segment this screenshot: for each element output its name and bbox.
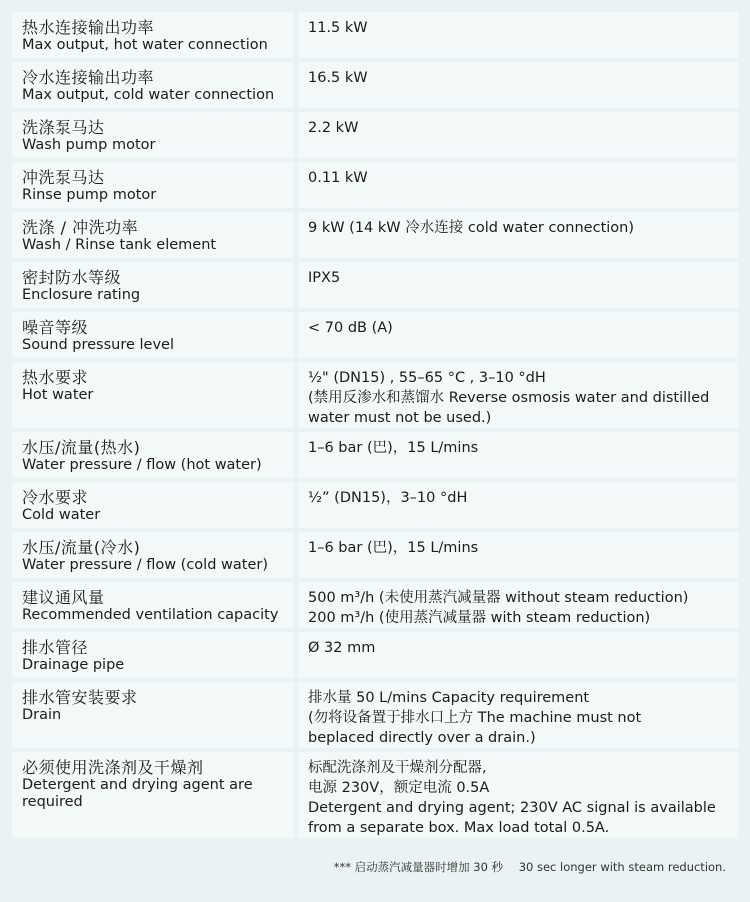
spec-row	[12, 262, 738, 312]
spec-value-line: (勿将设备置于排水口上方 The machine must not	[308, 710, 642, 726]
spec-value-line: 9 kW (14 kW 冷水连接 cold water connection)	[308, 220, 635, 236]
spec-value-cell	[298, 162, 738, 208]
spec-value-cell	[298, 112, 738, 158]
spec-value-cell	[298, 582, 738, 628]
spec-value-line: water must not be used.)	[308, 410, 492, 426]
spec-row	[12, 112, 738, 162]
spec-label-zh: 冲洗泵马达	[22, 168, 105, 187]
spec-label-cell	[12, 632, 298, 678]
spec-label-en: Enclosure rating	[22, 287, 141, 303]
spec-value-line: 500 m³/h (未使用蒸汽减量器 without steam reduction)	[308, 590, 689, 606]
spec-row	[12, 62, 738, 112]
spec-row	[12, 682, 738, 752]
spec-value-cell	[298, 632, 738, 678]
spec-label-en: Sound pressure level	[22, 337, 174, 353]
spec-value-line: 电源 230V，额定电流 0.5A	[308, 780, 490, 796]
spec-value-cell	[298, 682, 738, 748]
spec-row	[12, 632, 738, 682]
spec-row	[12, 212, 738, 262]
spec-label-zh: 热水要求	[22, 368, 89, 387]
spec-value-cell	[298, 12, 738, 58]
spec-label-en: Max output, cold water connection	[22, 87, 275, 103]
spec-value-cell	[298, 62, 738, 108]
spec-value-line: 1–6 bar (巴)，15 L/mins	[308, 540, 479, 556]
spec-value-line: Ø 32 mm	[308, 640, 376, 656]
spec-label-en: Rinse pump motor	[22, 187, 157, 203]
spec-label-zh: 排水管安装要求	[22, 688, 138, 707]
spec-value-line: IPX5	[308, 270, 341, 286]
spec-value-line: 标配洗涤剂及干燥剂分配器,	[308, 760, 487, 776]
spec-label-cell	[12, 112, 298, 158]
spec-label-cell	[12, 582, 298, 628]
spec-label-cell	[12, 212, 298, 258]
spec-label-zh: 噪音等级	[22, 318, 89, 337]
spec-label-cell	[12, 162, 298, 208]
spec-label-en: Recommended ventilation capacity	[22, 607, 279, 623]
spec-label-cell	[12, 482, 298, 528]
spec-value-line: ½" (DN15) , 55–65 °C , 3–10 °dH	[308, 370, 546, 386]
spec-label-en: Hot water	[22, 387, 94, 403]
spec-value-line: from a separate box. Max load total 0.5A.	[308, 820, 610, 836]
spec-row	[12, 362, 738, 432]
spec-label-en: Wash pump motor	[22, 137, 156, 153]
spec-value-line: 200 m³/h (使用蒸汽减量器 with steam reduction)	[308, 610, 651, 626]
spec-label-cell	[12, 312, 298, 358]
spec-label-zh: 洗涤 / 冲洗功率	[22, 218, 139, 237]
spec-label-cell	[12, 362, 298, 428]
spec-label-en: Max output, hot water connection	[22, 37, 268, 53]
spec-row	[12, 752, 738, 842]
spec-row	[12, 162, 738, 212]
spec-value-cell	[298, 212, 738, 258]
spec-value-line: Detergent and drying agent; 230V AC signal is available	[308, 800, 716, 816]
spec-row	[12, 482, 738, 532]
spec-row	[12, 582, 738, 632]
spec-label-zh: 必须使用洗涤剂及干燥剂	[22, 758, 204, 777]
spec-label-cell	[12, 262, 298, 308]
spec-value-cell	[298, 752, 738, 838]
spec-label-en: Wash / Rinse tank element	[22, 237, 217, 253]
spec-label-cell	[12, 532, 298, 578]
spec-label-cell	[12, 62, 298, 108]
spec-value-line: 1–6 bar (巴)，15 L/mins	[308, 440, 479, 456]
spec-value-line: < 70 dB (A)	[308, 320, 393, 336]
footnote-en: 30 sec longer with steam reduction.	[518, 860, 726, 874]
spec-value-cell	[298, 532, 738, 578]
spec-row	[12, 12, 738, 62]
spec-label-en: Water pressure / flow (cold water)	[22, 557, 268, 573]
spec-row	[12, 432, 738, 482]
spec-label-zh: 水压/流量(热水)	[22, 438, 141, 457]
spec-label-en: Drain	[22, 707, 62, 723]
spec-label-cell	[12, 432, 298, 478]
spec-label-cell	[12, 752, 298, 838]
spec-value-cell	[298, 432, 738, 478]
spec-value-cell	[298, 482, 738, 528]
spec-value-cell	[298, 312, 738, 358]
spec-label-zh: 密封防水等级	[22, 268, 122, 287]
spec-label-zh: 水压/流量(冷水)	[22, 538, 141, 557]
footnote	[334, 859, 726, 875]
spec-label-zh: 冷水要求	[22, 488, 89, 507]
spec-label-zh: 热水连接输出功率	[22, 18, 155, 37]
spec-label-en: Water pressure / flow (hot water)	[22, 457, 262, 473]
spec-label-en: Drainage pipe	[22, 657, 125, 673]
spec-value-cell	[298, 362, 738, 428]
spec-value-line: (禁用反渗水和蒸馏水 Reverse osmosis water and distilled	[308, 390, 710, 406]
spec-value-line: 16.5 kW	[308, 70, 368, 86]
spec-label-en: Cold water	[22, 507, 101, 523]
spec-label-cell	[12, 682, 298, 748]
spec-value-line: 排水量 50 L/mins Capacity requirement	[308, 690, 590, 706]
spec-label-zh: 建议通风量	[22, 588, 105, 607]
spec-value-line: ½” (DN15)，3–10 °dH	[308, 490, 468, 506]
spec-table	[12, 12, 738, 842]
spec-label-zh: 冷水连接输出功率	[22, 68, 155, 87]
spec-label-en: Detergent and drying agent are required	[22, 777, 253, 810]
spec-label-zh: 排水管径	[22, 638, 89, 657]
spec-row	[12, 312, 738, 362]
spec-value-line: 11.5 kW	[308, 20, 368, 36]
spec-value-cell	[298, 262, 738, 308]
spec-value-line: 0.11 kW	[308, 170, 368, 186]
spec-value-line: 2.2 kW	[308, 120, 359, 136]
spec-label-cell	[12, 12, 298, 58]
spec-label-zh: 洗涤泵马达	[22, 118, 105, 137]
spec-row	[12, 532, 738, 582]
footnote-zh: *** 启动蒸汽减量器时增加 30 秒	[333, 860, 504, 874]
spec-value-line: beplaced directly over a drain.)	[308, 730, 536, 746]
